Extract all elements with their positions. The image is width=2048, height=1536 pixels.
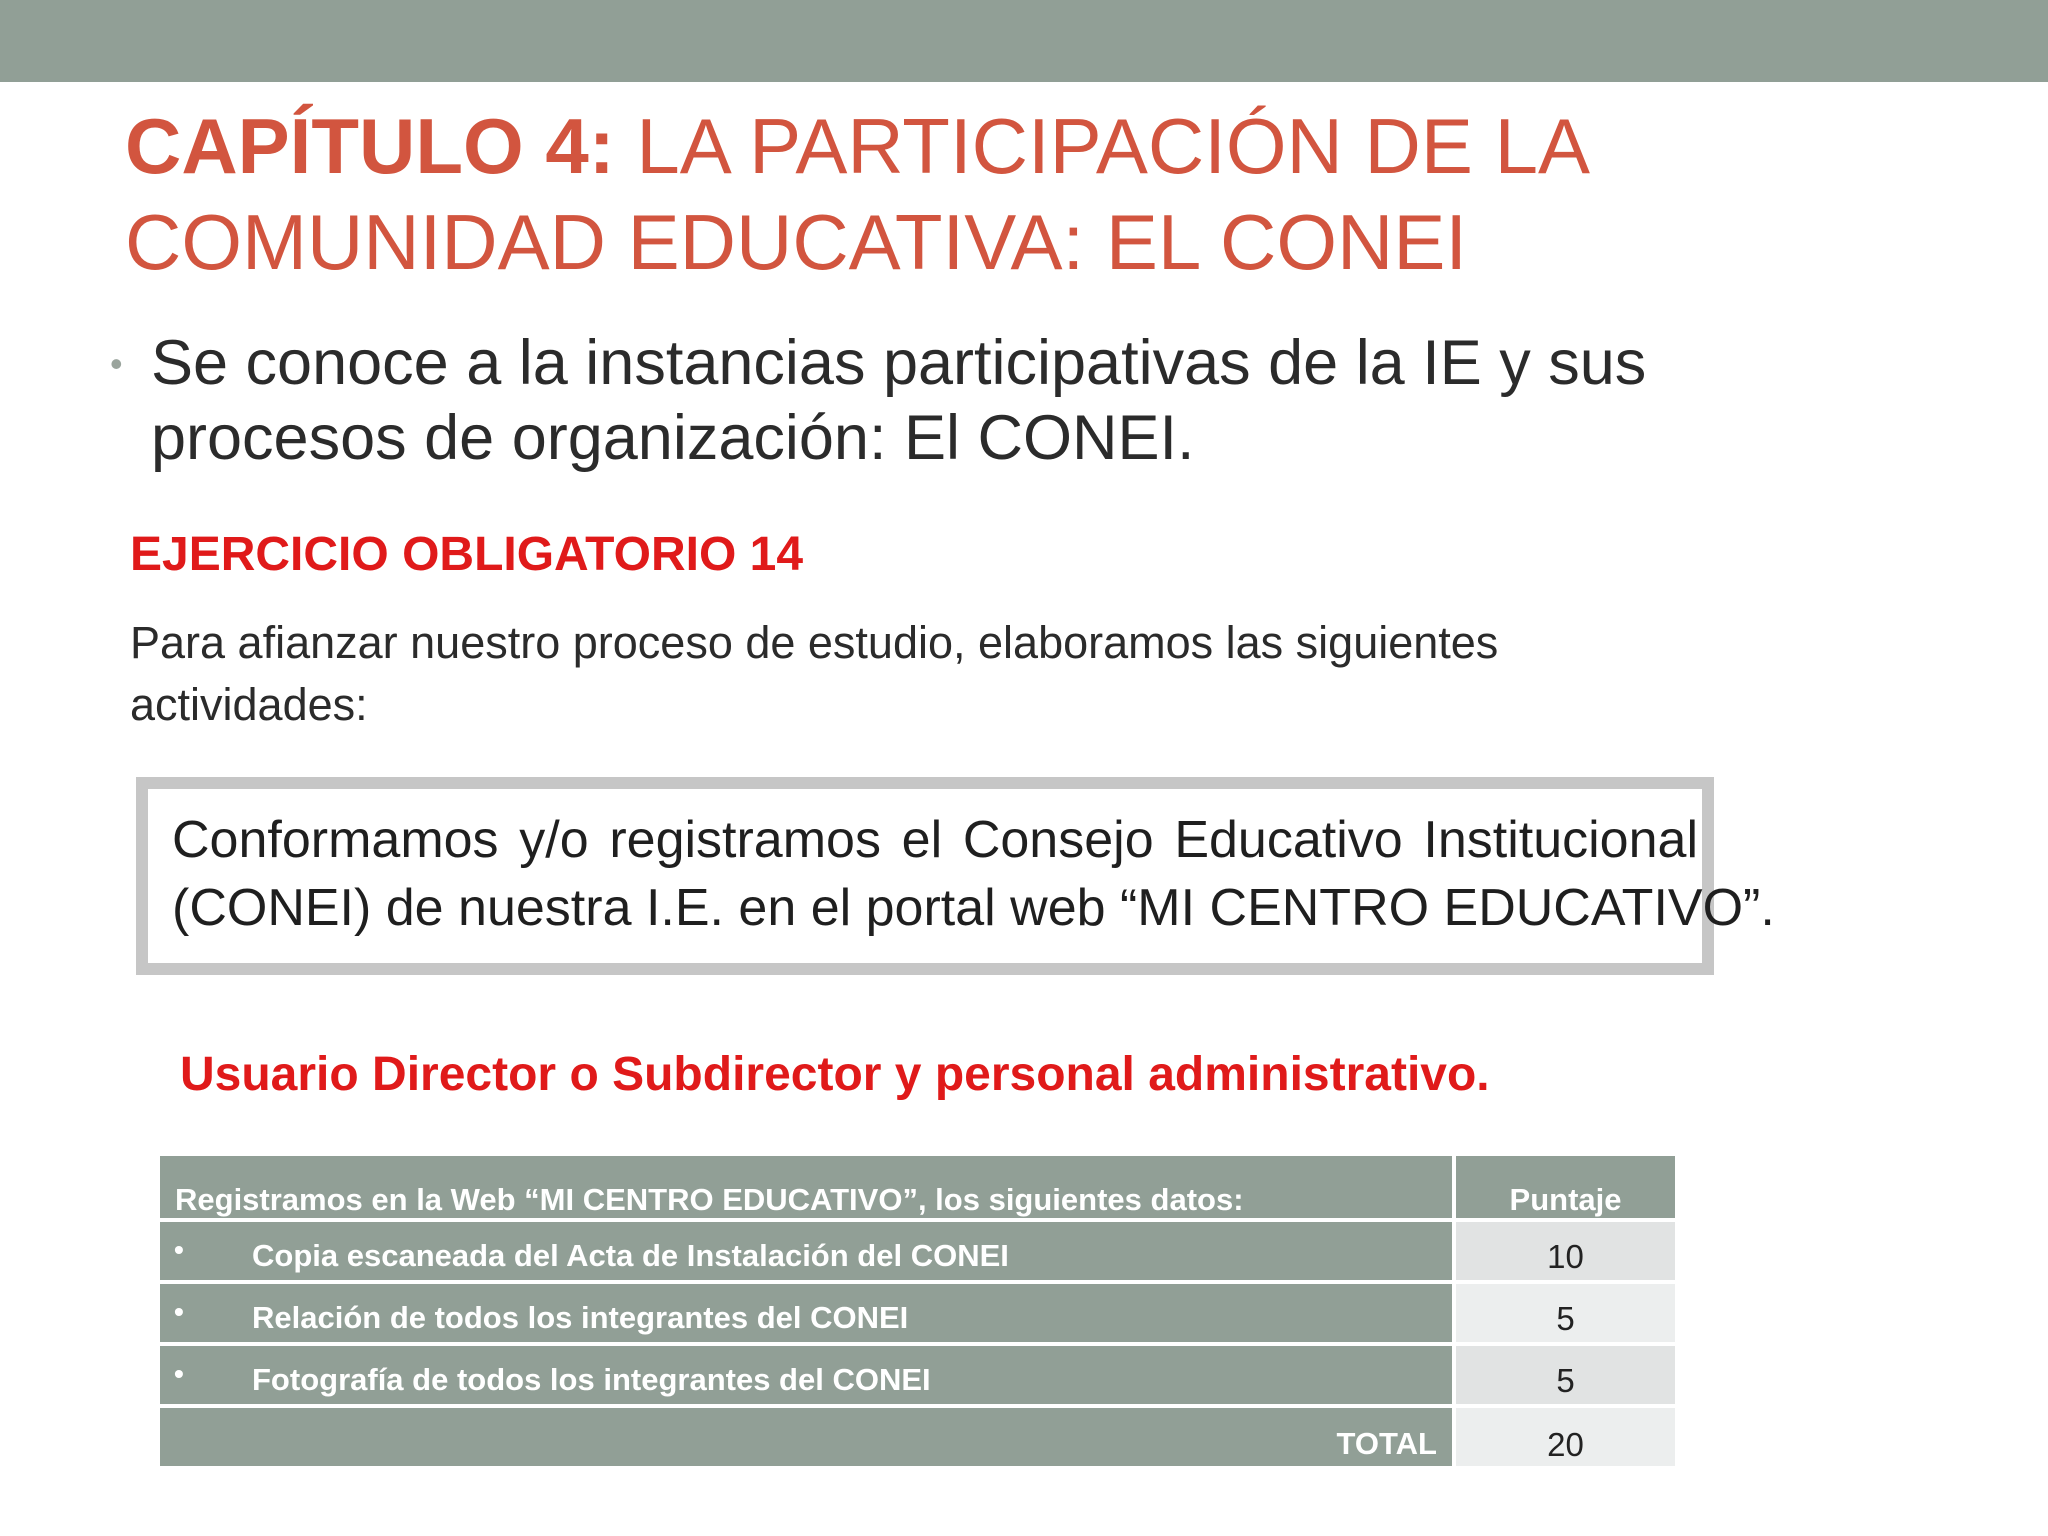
bullet-dot-icon: • bbox=[110, 343, 123, 384]
title-chapter: CAPÍTULO 4: bbox=[125, 102, 615, 190]
activity-line-2: (CONEI) de nuestra I.E. en el portal web “MI CENTRO EDUCATIVO”. bbox=[172, 879, 1775, 937]
slide-title bbox=[125, 98, 1925, 290]
table-header-row bbox=[160, 1156, 1675, 1218]
title-rest: LA PARTICIPACIÓN DE LA bbox=[614, 102, 1590, 190]
total-label: TOTAL bbox=[160, 1408, 1452, 1466]
activity-line-1: Conformamos y/o registramos el Consejo Educativo Institucional bbox=[172, 811, 1698, 869]
exercise-heading: EJERCICIO OBLIGATORIO 14 bbox=[130, 528, 804, 581]
user-role-heading: Usuario Director o Subdirector y personal administrativo. bbox=[180, 1048, 1490, 1101]
row-score: 5 bbox=[1456, 1284, 1675, 1342]
total-score: 20 bbox=[1456, 1408, 1675, 1466]
bullet-icon: • bbox=[174, 1234, 184, 1265]
table-row bbox=[160, 1346, 1675, 1404]
top-banner bbox=[0, 0, 2048, 82]
bullet-icon: • bbox=[174, 1358, 184, 1389]
bullet-text: Se conoce a la instancias participativas de la IE y sus procesos de organización: El CONEI. bbox=[151, 328, 1647, 473]
intro-paragraph: Para afianzar nuestro proceso de estudio, elaboramos las siguientes actividades: bbox=[130, 617, 1499, 730]
row-label: Relación de todos los integrantes del CONEI bbox=[252, 1300, 909, 1335]
table-row bbox=[160, 1284, 1675, 1342]
table-total-row bbox=[160, 1408, 1675, 1466]
row-label: Fotografía de todos los integrantes del CONEI bbox=[252, 1362, 931, 1397]
table-header-right: Puntaje bbox=[1456, 1156, 1675, 1218]
table-header-left: Registramos en la Web “MI CENTRO EDUCATIVO”, los siguientes datos: bbox=[160, 1156, 1452, 1218]
row-score: 10 bbox=[1456, 1222, 1675, 1280]
row-label: Copia escaneada del Acta de Instalación del CONEI bbox=[252, 1238, 1009, 1273]
row-score: 5 bbox=[1456, 1346, 1675, 1404]
table-row bbox=[160, 1222, 1675, 1280]
activity-box bbox=[136, 777, 1775, 975]
title-line2: COMUNIDAD EDUCATIVA: EL CONEI bbox=[125, 198, 1468, 286]
bullet-icon: • bbox=[174, 1296, 184, 1327]
